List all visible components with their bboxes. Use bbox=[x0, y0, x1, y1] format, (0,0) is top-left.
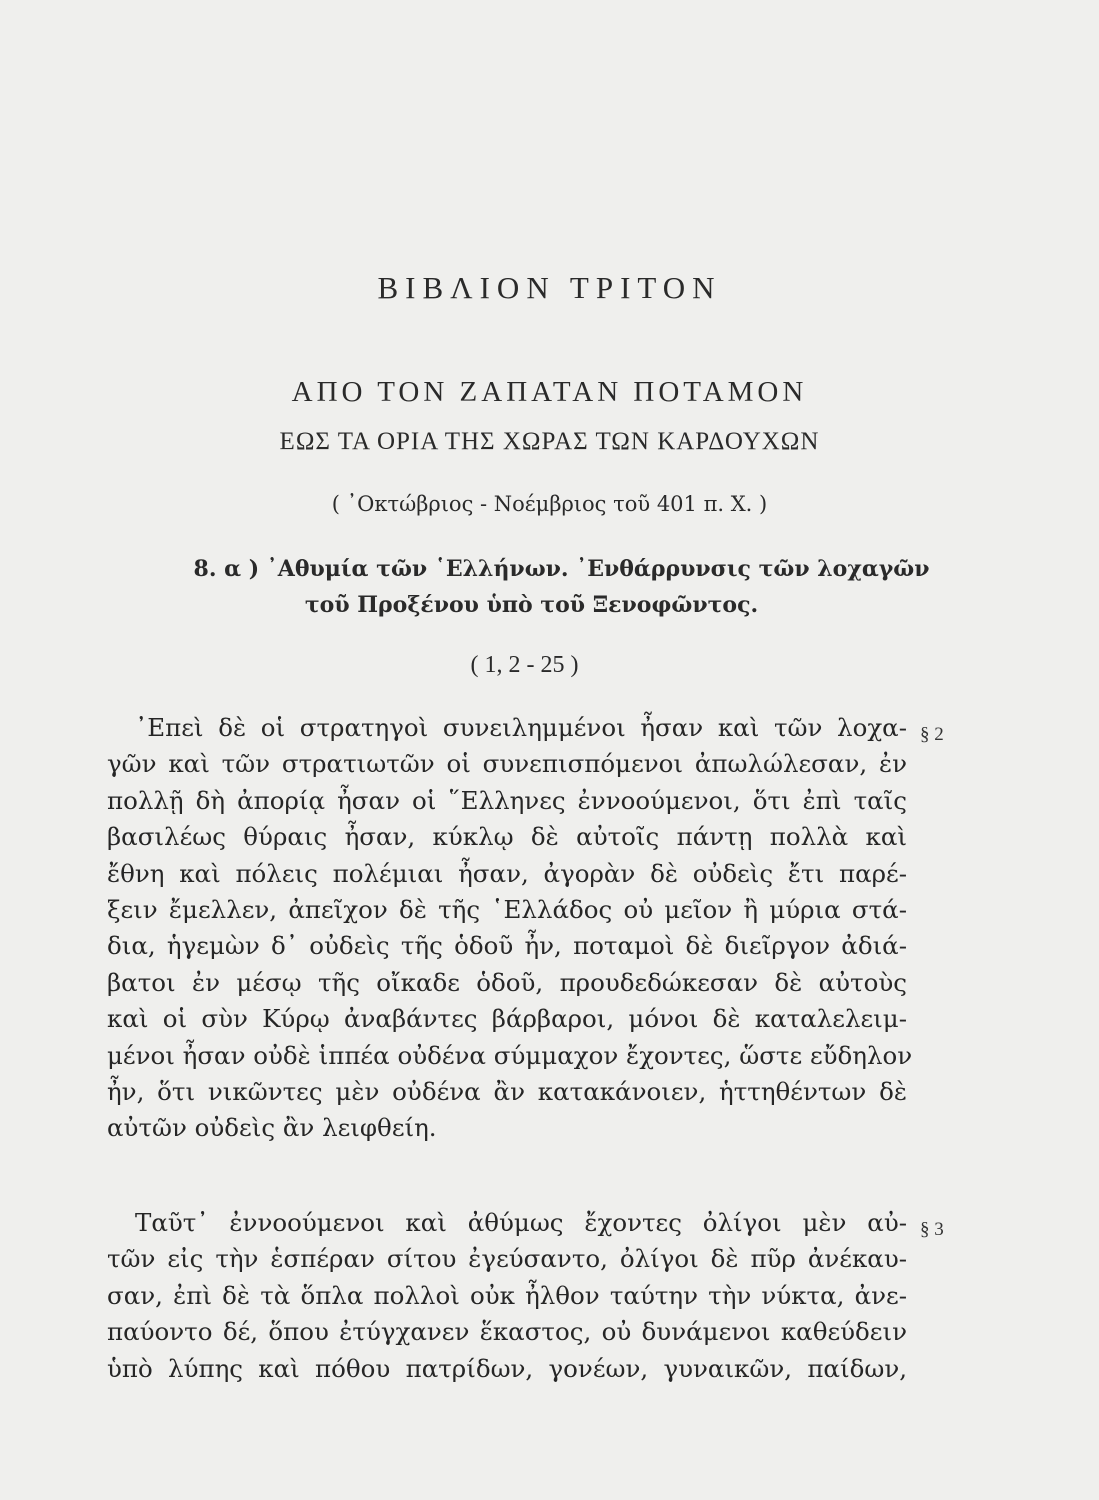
text-line: δια, ἡγεμὼν δ᾿ οὐδεὶς τῆς ὁδοῦ ἦν, ποταμοὶ δὲ διεῖργον ἀδιά- bbox=[107, 931, 907, 961]
paragraph-1 bbox=[107, 710, 913, 1147]
book-title: ΒΙΒΛΙΟΝ ΤΡΙΤΟΝ bbox=[377, 270, 722, 305]
section-margin-mark: § 2 bbox=[920, 724, 944, 745]
text-line: τῶν εἰς τὴν ἑσπέραν σίτου ἐγεύσαντο, ὀλίγοι δὲ πῦρ ἀνέκαυ- bbox=[107, 1244, 907, 1274]
text-line: βατοι ἐν μέσῳ τῆς οἴκαδε ὁδοῦ, προυδεδώκεσαν δὲ αὐτοὺς bbox=[107, 967, 907, 997]
paragraph-2 bbox=[107, 1205, 907, 1387]
text-line: ξειν ἔμελλεν, ἀπεῖχον δὲ τῆς ῾Ελλάδος οὐ μεῖον ἢ μύρια στά- bbox=[107, 894, 907, 924]
section-reference: ( 1, 2 - 25 ) bbox=[470, 652, 579, 678]
chapter-title: ΑΠΟ ΤΟΝ ΖΑΠΑΤΑΝ ΠΟΤΑΜΟΝ bbox=[291, 376, 808, 408]
text-line: αὐτῶν οὐδεὶς ἂν λειφθείη. bbox=[107, 1113, 437, 1143]
text-line: ᾿Επεὶ δὲ οἱ στρατηγοὶ συνειλημμένοι ἦσαν καὶ τῶν λοχα- bbox=[135, 713, 907, 742]
text-line: καὶ οἱ σὺν Κύρῳ ἀναβάντες βάρβαροι, μόνοι δὲ καταλελειμ- bbox=[107, 1004, 907, 1034]
text-line: βασιλέως θύραις ἦσαν, κύκλῳ δὲ αὐτοῖς πάντῃ πολλὰ καὶ bbox=[107, 822, 907, 852]
text-line: ἦν, ὅτι νικῶντες μὲν οὐδένα ἂν κατακάνοιεν, ἡττηθέντων δὲ bbox=[107, 1076, 907, 1106]
section-heading-line-1: 8. α ) ᾿Αθυμία τῶν ῾Ελλήνων. ᾿Ενθάρρυνσις τῶν λοχαγῶν bbox=[193, 556, 930, 582]
date-range: ( ᾿Οκτώβριος - Νοέμβριος τοῦ 401 π. Χ. ) bbox=[331, 492, 768, 516]
text-line: Ταῦτ᾿ ἐννοούμενοι καὶ ἀθύμως ἔχοντες ὀλίγοι μὲν αὐ- bbox=[135, 1208, 907, 1237]
text-line: ὑπὸ λύπης καὶ πόθου πατρίδων, γονέων, γυναικῶν, παίδων, bbox=[107, 1353, 907, 1383]
text-line: ἔθνη καὶ πόλεις πολέμιαι ἦσαν, ἀγορὰν δὲ οὐδεὶς ἔτι παρέ- bbox=[107, 858, 907, 888]
chapter-subtitle: ΕΩΣ ΤΑ ΟΡΙΑ ΤΗΣ ΧΩΡΑΣ ΤΩΝ ΚΑΡΔΟΥΧΩΝ bbox=[279, 428, 820, 455]
text-line: μένοι ἦσαν οὐδὲ ἱππέα οὐδένα σύμμαχον ἔχοντες, ὥστε εὔδηλον bbox=[107, 1040, 913, 1070]
section-margin-mark: § 3 bbox=[920, 1219, 944, 1240]
section-heading-line-2: τοῦ Προξένου ὑπὸ τοῦ Ξενοφῶντος. bbox=[304, 592, 759, 618]
text-line: παύοντο δέ, ὅπου ἐτύγχανεν ἕκαστος, οὐ δυνάμενοι καθεύδειν bbox=[107, 1317, 907, 1347]
text-line: γῶν καὶ τῶν στρατιωτῶν οἱ συνεπισπόμενοι ἀπωλώλεσαν, ἐν bbox=[107, 749, 907, 779]
text-line: πολλῇ δὴ ἀπορίᾳ ἦσαν οἱ ῞Ελληνες ἐννοούμενοι, ὅτι ἐπὶ ταῖς bbox=[107, 785, 907, 815]
text-line: σαν, ἐπὶ δὲ τὰ ὅπλα πολλοὶ οὐκ ἦλθον ταύτην τὴν νύκτα, ἀνε- bbox=[107, 1280, 907, 1310]
